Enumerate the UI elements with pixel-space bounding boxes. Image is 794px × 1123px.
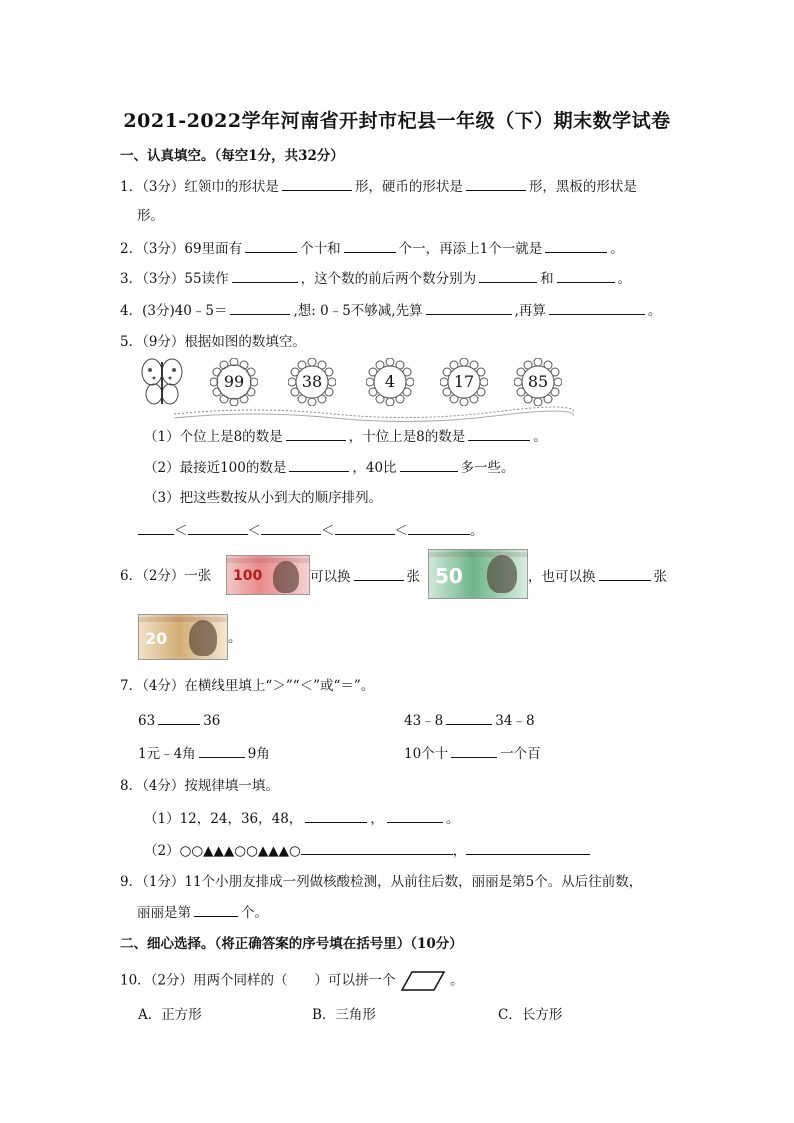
blank[interactable]: [468, 426, 530, 441]
blank[interactable]: [286, 426, 346, 441]
blank[interactable]: [479, 268, 537, 283]
blank[interactable]: [466, 840, 590, 855]
blank[interactable]: [426, 300, 512, 315]
section-1-heading: 一、认真填空。（每空1分，共32分）: [120, 148, 344, 164]
question-5-2: （2）最接近100的数是 ，40比 多一些。: [144, 457, 515, 478]
flower-number: 4: [366, 358, 414, 406]
blank[interactable]: [344, 238, 396, 253]
question-5-3: （3）把这些数按从小到大的顺序排列。: [144, 490, 383, 506]
question-8-1: （1）12，24，36，48， ， 。: [144, 808, 459, 829]
banknote-100-image: 100: [226, 555, 310, 595]
blank[interactable]: [335, 520, 395, 535]
question-8: 8．（4分）按规律填一填。: [120, 778, 279, 794]
question-2: 2．（3分）69里面有 个十和 个一，再添上1个一就是 。: [120, 238, 624, 259]
flower-number: 99: [210, 358, 258, 406]
question-6-period: 。: [228, 630, 242, 646]
blank[interactable]: [545, 238, 607, 253]
flower-number: 17: [440, 358, 488, 406]
page-title: 2021-2022学年河南省开封市杞县一年级（下）期末数学试卷: [123, 110, 671, 132]
blank[interactable]: [354, 566, 404, 581]
question-1: 1．（3分）红领巾的形状是 形，硬币的形状是 形，黑板的形状是: [120, 176, 637, 197]
flower-figure: [134, 352, 574, 422]
blank[interactable]: [387, 808, 443, 823]
option-c[interactable]: C．长方形: [498, 1007, 563, 1023]
flower-number: 38: [288, 358, 336, 406]
option-b[interactable]: B．三角形: [312, 1007, 376, 1023]
blank[interactable]: [194, 902, 238, 917]
flower-number: 85: [514, 358, 562, 406]
blank[interactable]: [549, 300, 645, 315]
blank[interactable]: [245, 238, 297, 253]
blank[interactable]: [138, 520, 174, 535]
blank[interactable]: [466, 176, 526, 191]
blank[interactable]: [301, 840, 453, 855]
blank[interactable]: [199, 743, 245, 758]
question-6-middle: 可以换 张: [310, 566, 420, 587]
butterfly-icon: [134, 352, 574, 422]
question-6-end: ，也可以换 张: [528, 566, 667, 587]
question-9-cont: 丽丽是第 个。: [137, 902, 268, 923]
blank[interactable]: [451, 743, 497, 758]
blank[interactable]: [282, 176, 352, 191]
blank[interactable]: [408, 520, 470, 535]
compare-3: 1元﹣4角 9角: [138, 743, 270, 764]
section-2-heading: 二、细心选择。（将正确答案的序号填在括号里）（10分）: [120, 936, 463, 952]
question-7: 7．（4分）在横线里填上“＞”“＜”或“＝”。: [120, 678, 375, 694]
blank[interactable]: [289, 457, 349, 472]
blank[interactable]: [305, 808, 367, 823]
blank[interactable]: [230, 300, 290, 315]
question-4: 4．(3分)40﹣5＝ ,想: 0﹣5不够减,先算 ,再算 。: [120, 300, 661, 321]
blank[interactable]: [446, 710, 492, 725]
blank[interactable]: [158, 710, 200, 725]
banknote-20-image: 20: [138, 614, 228, 660]
ordering-line: ＜ ＜ ＜ ＜ 。: [138, 520, 484, 541]
question-5: 5．（9分）根据如图的数填空。: [120, 334, 306, 350]
question-9: 9．（1分）11个小朋友排成一列做核酸检测，从前往后数，丽丽是第5个。从后往前数，: [120, 874, 643, 890]
blank[interactable]: [557, 268, 615, 283]
question-6-label: 6．（2分）一张: [120, 568, 212, 584]
question-8-2: （2）○○▲▲▲○○▲▲▲○ ，: [144, 840, 590, 861]
option-a[interactable]: A．正方形: [138, 1007, 202, 1023]
compare-2: 43﹣8 34﹣8: [404, 710, 535, 731]
blank[interactable]: [232, 268, 298, 283]
blank[interactable]: [188, 520, 248, 535]
blank[interactable]: [261, 520, 321, 535]
blank[interactable]: [400, 457, 458, 472]
blank[interactable]: [599, 566, 651, 581]
question-3: 3．（3分）55读作 ，这个数的前后两个数分别为 和 。: [120, 268, 631, 289]
compare-1: 63 36: [138, 710, 220, 731]
question-1-cont: 形。: [137, 208, 164, 224]
question-5-1: （1）个位上是8的数是 ，十位上是8的数是 。: [144, 426, 547, 447]
parallelogram-icon: [400, 970, 446, 992]
question-10: 10．（2分）用两个同样的（ ）可以拼一个 。: [120, 970, 464, 992]
compare-4: 10个十 一个百: [404, 743, 541, 764]
banknote-50-image: 50: [428, 549, 528, 599]
